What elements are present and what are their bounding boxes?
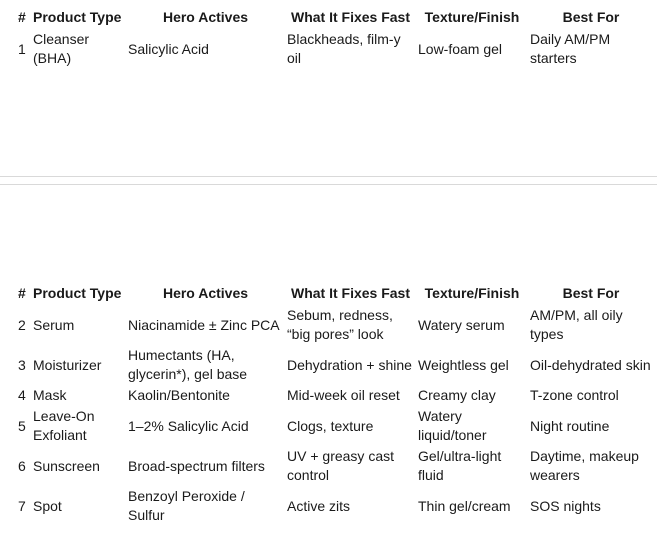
cell-best-for: Daily AM/PM starters [530, 31, 611, 66]
cell-best-for: Oil-dehydrated skin [530, 356, 651, 373]
cell-product-type: Mask [33, 387, 67, 403]
cell-what-it-fixes: Active zits [287, 497, 351, 514]
cell-hero-actives: Salicylic Acid [128, 40, 209, 57]
cell-product-type: Moisturizer [33, 356, 102, 373]
table-row [14, 29, 654, 69]
header-number: # [18, 9, 26, 25]
cell-number: 5 [18, 417, 26, 434]
cell-number: 1 [18, 40, 26, 57]
table-header-row [14, 7, 654, 29]
cell-number: 6 [18, 457, 26, 474]
cell-texture-finish: Watery serum [418, 316, 505, 333]
cell-texture-finish: Gel/ultra-light fluid [418, 448, 502, 483]
cell-best-for: SOS nights [530, 497, 601, 514]
header-hero-actives: Hero Actives [162, 9, 249, 25]
product-table-page-1 [14, 7, 654, 69]
header-what-it-fixes: What It Fixes Fast [290, 285, 411, 301]
cell-best-for: AM/PM, all oily types [530, 307, 623, 342]
cell-what-it-fixes: Mid-week oil reset [287, 387, 400, 403]
cell-product-type: Spot [33, 497, 62, 514]
header-hero-actives: Hero Actives [162, 285, 249, 301]
product-table-page-2 [14, 283, 654, 526]
table-row [14, 385, 654, 406]
header-best-for: Best For [562, 285, 620, 301]
cell-best-for: T-zone control [530, 387, 619, 403]
cell-number: 2 [18, 316, 26, 333]
cell-what-it-fixes: Blackheads, film-y oil [287, 31, 401, 66]
table-row [14, 486, 654, 526]
cell-what-it-fixes: Clogs, texture [287, 417, 374, 434]
header-best-for: Best For [562, 9, 620, 25]
header-what-it-fixes: What It Fixes Fast [290, 9, 411, 25]
header-texture-finish: Texture/Finish [424, 9, 520, 25]
page-break-line [0, 176, 657, 177]
cell-texture-finish: Low-foam gel [418, 40, 503, 57]
cell-product-type: Cleanser (BHA) [33, 31, 90, 66]
cell-product-type: Serum [33, 316, 75, 333]
cell-texture-finish: Creamy clay [418, 387, 496, 403]
table-row [14, 446, 654, 486]
cell-hero-actives: 1–2% Salicylic Acid [128, 417, 249, 434]
cell-texture-finish: Watery liquid/toner [418, 408, 487, 443]
cell-number: 7 [18, 497, 26, 514]
cell-best-for: Daytime, makeup wearers [530, 448, 639, 483]
table-row [14, 345, 654, 385]
document-page-1 [0, 0, 657, 176]
cell-texture-finish: Thin gel/cream [418, 497, 511, 514]
cell-hero-actives: Humectants (HA, glycerin*), gel base [128, 347, 248, 382]
table-header-row [14, 283, 654, 305]
cell-hero-actives: Benzoyl Peroxide / Sulfur [128, 488, 245, 523]
cell-texture-finish: Weightless gel [418, 356, 509, 373]
cell-hero-actives: Niacinamide ± Zinc PCA [128, 316, 280, 333]
table-row [14, 305, 654, 345]
cell-what-it-fixes: Dehydration + shine [287, 356, 412, 373]
cell-what-it-fixes: Sebum, redness, “big pores” look [287, 307, 393, 342]
cell-hero-actives: Kaolin/Bentonite [128, 387, 230, 403]
cell-product-type: Sunscreen [33, 457, 100, 474]
cell-hero-actives: Broad-spectrum filters [128, 457, 265, 474]
header-product-type: Product Type [33, 9, 122, 25]
cell-number: 3 [18, 356, 26, 373]
cell-what-it-fixes: UV + greasy cast control [287, 448, 394, 483]
document-page-2 [0, 186, 657, 542]
header-product-type: Product Type [33, 285, 122, 301]
header-number: # [18, 285, 26, 301]
header-texture-finish: Texture/Finish [424, 285, 520, 301]
table-row [14, 406, 654, 446]
cell-number: 4 [18, 387, 26, 403]
page-break-line [0, 184, 657, 185]
cell-product-type: Leave-On Exfoliant [33, 408, 95, 443]
cell-best-for: Night routine [530, 417, 610, 434]
